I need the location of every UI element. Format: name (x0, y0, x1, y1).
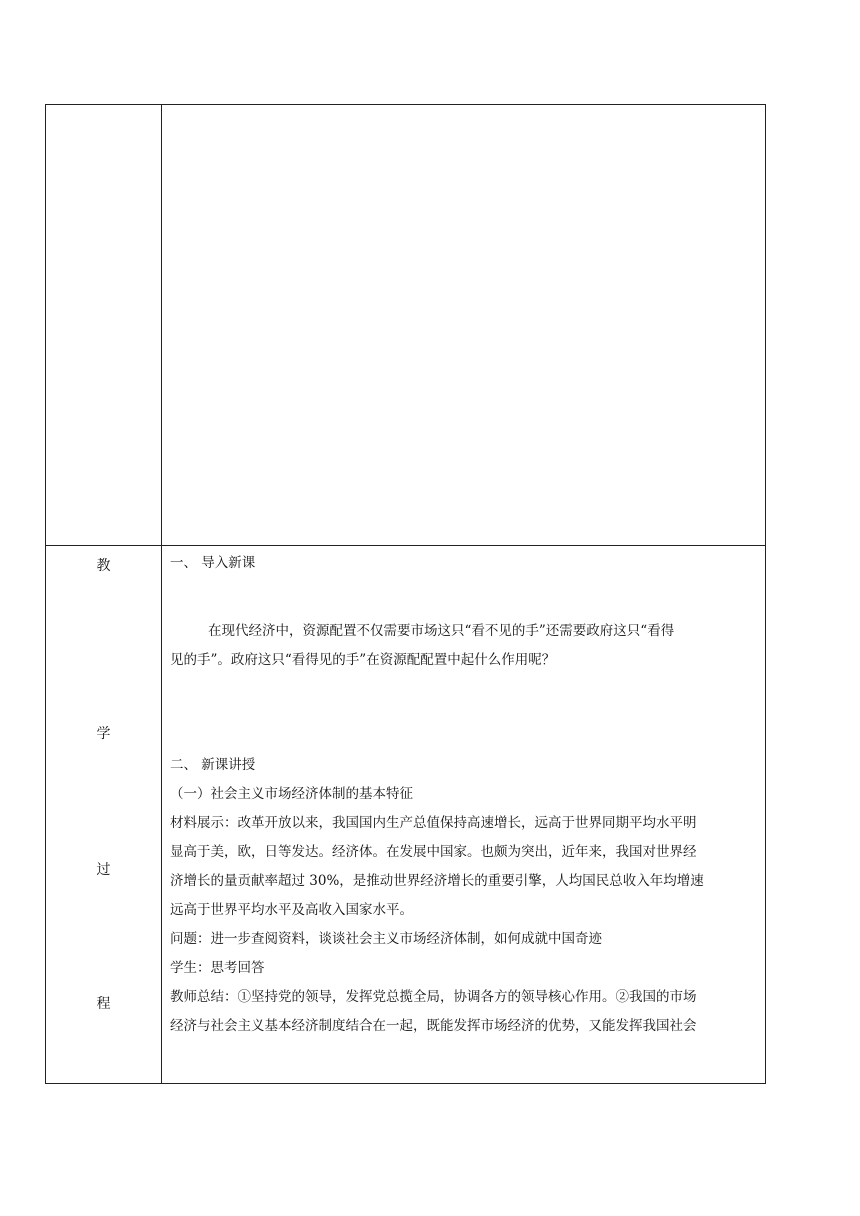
material-line-3: 济增长的量贡献率超过 30%，是推动世界经济增长的重要引擎，人均国民总收入年均增速 (170, 873, 704, 889)
intro-line-2: 见的手”。政府这只“看得见的手”在资源配配置中起什么作用呢？ (170, 652, 556, 668)
side-label-cheng: 程 (96, 996, 111, 1012)
intro-heading: 一、 导入新课 (170, 555, 256, 571)
intro-paragraph (170, 617, 760, 675)
lesson-table (45, 104, 766, 1084)
teacher-line-2: 经济与社会主义基本经济制度结合在一起，既能发挥市场经济的优势，又能发挥我国社会 (170, 1018, 697, 1034)
column-divider (161, 105, 162, 1083)
side-label-jiao: 教 (96, 558, 111, 574)
intro-line-1: 在现代经济中，资源配置不仅需要市场这只“看不见的手”还需要政府这只“看得 (208, 623, 675, 639)
question-line: 问题：进一步查阅资料，谈谈社会主义市场经济体制，如何成就中国奇迹 (170, 931, 602, 947)
material-line-1: 材料展示：改革开放以来，我国国内生产总值保持高速增长，远高于世界同期平均水平明 (170, 815, 697, 831)
teacher-line-1: 教师总结：①坚持党的领导，发挥党总揽全局，协调各方的领导核心作用。②我国的市场 (170, 989, 697, 1005)
side-label-guo: 过 (96, 862, 111, 878)
subsection-heading: （一）社会主义市场经济体制的基本特征 (170, 786, 413, 802)
section-new-lesson (170, 751, 760, 1041)
material-line-4: 远高于世界平均水平及高收入国家水平。 (170, 902, 413, 918)
side-label-xue: 学 (96, 726, 111, 742)
student-line: 学生：思考回答 (170, 960, 265, 976)
section-intro (170, 549, 760, 578)
row-divider (46, 545, 765, 546)
new-lesson-heading: 二、 新课讲授 (170, 757, 256, 773)
material-line-2: 显高于美，欧，日等发达。经济体。在发展中国家。也颇为突出，近年来，我国对世界经 (170, 844, 697, 860)
